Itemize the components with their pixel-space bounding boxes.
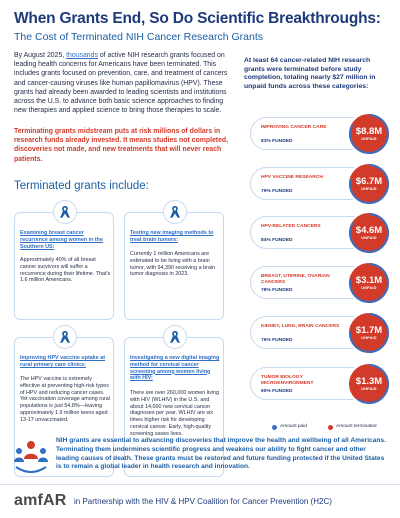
- unpaid-amount-badge: [351, 116, 387, 152]
- page-subtitle: The Cost of Terminated NIH Cancer Research Grants: [14, 31, 263, 43]
- unpaid-amount: $4.6M: [355, 225, 383, 236]
- grant-card-title[interactable]: Improving HPV vaccine uptake at rural primary care clinics:: [20, 355, 106, 368]
- footer-note: NIH grants are essential to advancing discoveries that improve the health and wellbeing of all Americans. Terminating them undermines scientific progress and weakens our ability to fight cancer and other leading causes of death. These grants must be restored and future funding protected if the United States is to remain a global leader in health research and innovation.: [56, 437, 386, 471]
- grant-card-body: The HPV vaccine is extremely effective at preventing high-risk types of HPV and reducing cancer cases. Yet vaccination coverage among rural populations is just 54.8%—leaving approximately 1.9 million teens aged 13-17 unvaccinated.: [20, 376, 110, 423]
- unpaid-amount: $3.1M: [355, 275, 383, 286]
- funding-category-funded: 76% FUNDED: [261, 338, 293, 343]
- funding-category-label: IMPROVING CANCER CARE: [261, 125, 327, 130]
- unpaid-amount: $1.7M: [355, 325, 383, 336]
- ribbon-icon: [163, 325, 187, 349]
- intro-highlight-link[interactable]: thousands: [66, 52, 98, 59]
- funding-donut: [347, 261, 391, 305]
- funding-category-funded: 79% FUNDED: [261, 189, 293, 194]
- funding-category-label: TUMOR BIOLOGY MICROENVIRONMENT: [261, 375, 314, 386]
- grant-card-title[interactable]: Investigating a new digital imaging method for cervical cancer screening among women living with HIV:: [130, 355, 220, 382]
- legend-terminated-label: Amount terminated: [336, 424, 377, 429]
- intro-text-2: of active NIH research grants focused on leading health concerns for Americans have been terminated. This includes grants focused on prevention, care, and treatment of cancers and cancer-causing viruses like human papillomavirus (HPV). These grants had already been awarded to leading scientists and institutions across the U.S. to advance both basic science approaches to finding new therapies and applied science to bring those therapies to scale.: [14, 52, 228, 115]
- unpaid-label: UNPAID: [361, 236, 377, 240]
- funding-category-label: BREAST, UTERINE, OVARIAN CANCERS: [261, 274, 330, 285]
- funding-category-card: [250, 316, 390, 349]
- ribbon-icon: [53, 325, 77, 349]
- unpaid-amount: $6.7M: [355, 176, 383, 187]
- unpaid-label: UNPAID: [361, 387, 377, 391]
- grant-card-body: Currently 1 million Americans are estimated to be living with a brain tumor, with 94,390 receiving a brain tumor diagnosis in 2023.: [130, 251, 216, 278]
- unpaid-amount-badge: [351, 265, 387, 301]
- legend: [272, 424, 390, 432]
- partnership-text: in Partnership with the HIV & HPV Coalition for Cancer Prevention (H2C): [74, 497, 332, 506]
- grant-card-body: There are over 260,000 women living with HIV (WLHIV) in the U.S. and about 14,000 new cervical cancer diagnoses per year. WLHIV are six times higher risk for developing cervical cancer. Early, high-quality screening saves lives.: [130, 390, 219, 437]
- grants-heading: Terminated grants include:: [14, 180, 149, 192]
- funding-donut: [347, 211, 391, 255]
- community-icon: [10, 437, 52, 477]
- page-title: When Grants End, So Do Scientific Breakthroughs:: [14, 10, 381, 27]
- ribbon-icon: [53, 200, 77, 224]
- funding-category-label: KIDNEY, LUNG, BRAIN CANCERS: [261, 324, 340, 329]
- grant-card: [14, 212, 114, 320]
- unpaid-label: UNPAID: [361, 187, 377, 191]
- grant-card-body: Approximately 40% of all breast cancer survivors will suffer a recurrence during their lifetime. That's 1.6 million Americans.: [20, 257, 111, 284]
- unpaid-label: UNPAID: [361, 286, 377, 290]
- study-intro: At least 64 cancer-related NIH research grants were terminated before study completion, totaling nearly $27 million in unpaid funds across these categories:: [244, 57, 376, 90]
- funding-category-label: HPV-RELATED CANCERS: [261, 224, 321, 229]
- unpaid-amount: $1.3M: [355, 376, 383, 387]
- intro-text-1: By August 2025,: [14, 52, 67, 59]
- legend-paid-swatch: [272, 425, 277, 430]
- amfar-logo[interactable]: amfAR: [14, 492, 67, 509]
- ribbon-icon: [163, 200, 187, 224]
- funding-category-card: [250, 367, 390, 400]
- unpaid-label: UNPAID: [361, 137, 377, 141]
- unpaid-amount-badge: [351, 166, 387, 202]
- funding-category-funded: 84% FUNDED: [261, 238, 293, 243]
- funding-donut: [347, 311, 391, 355]
- funding-donut: [347, 162, 391, 206]
- funding-category-funded: 60% FUNDED: [261, 389, 293, 394]
- alert-paragraph: Terminating grants midstream puts at risk millions of dollars in research funds already invested. It means studies not completed, discoveries not made, and new treatments that will never reach patients.: [14, 128, 229, 163]
- funding-donut: [347, 362, 391, 406]
- funding-category-card: [250, 216, 390, 249]
- grant-card: [124, 212, 224, 320]
- legend-terminated-swatch: [328, 425, 333, 430]
- unpaid-amount-badge: [351, 215, 387, 251]
- unpaid-label: UNPAID: [361, 336, 377, 340]
- grant-card-title[interactable]: Examining breast cancer recurrence among women in the Southern US:: [20, 230, 103, 250]
- funding-category-card: [250, 167, 390, 200]
- legend-paid-label: Amount paid: [280, 424, 307, 429]
- funding-category-funded: 78% FUNDED: [261, 288, 293, 293]
- intro-paragraph: [14, 51, 232, 115]
- grant-card-title[interactable]: Testing new imaging methods to treat brain tumors:: [130, 230, 214, 243]
- funding-category-card: [250, 117, 390, 150]
- funding-donut: [347, 112, 391, 156]
- unpaid-amount-badge: [351, 315, 387, 351]
- bottom-divider: [0, 484, 400, 485]
- funding-category-label: HPV VACCINE RESEARCH: [261, 175, 323, 180]
- unpaid-amount-badge: [351, 366, 387, 402]
- funding-category-funded: 83% FUNDED: [261, 139, 293, 144]
- unpaid-amount: $8.8M: [355, 126, 383, 137]
- funding-category-card: [250, 266, 390, 299]
